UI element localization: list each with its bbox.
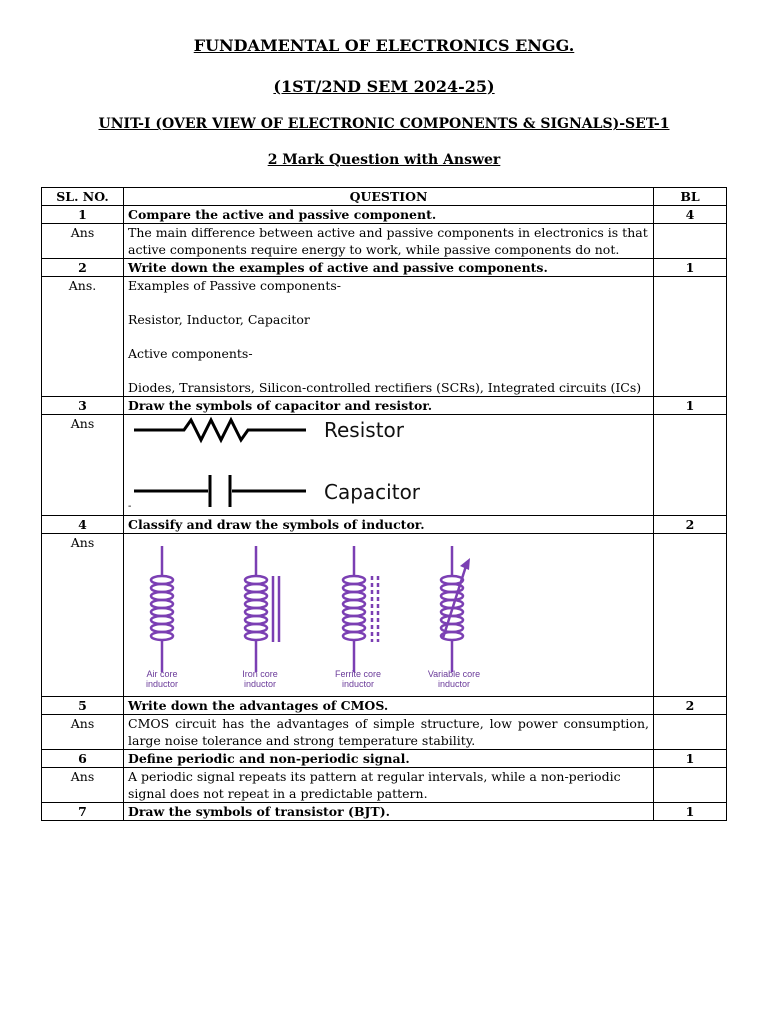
table-header-row <box>42 188 727 206</box>
answer-figure <box>124 415 654 516</box>
answer-label: Ans <box>42 415 124 516</box>
answer-row <box>42 768 727 803</box>
answer-text: A periodic signal repeats its pattern at regular intervals, while a non-periodic signal does not repeat in a predictable pattern. <box>124 768 654 803</box>
semester-heading: (1ST/2ND SEM 2024-25) <box>273 77 495 96</box>
answer-text: The main difference between active and passive components in electronics is that active components require energy to work, while passive components do not. <box>124 224 654 259</box>
dash-mark: - <box>128 501 132 511</box>
table-row <box>42 397 727 415</box>
capacitor-label: Capacitor <box>324 480 421 504</box>
ferrite-core-label-2: inductor <box>341 679 375 689</box>
bloom-level: 1 <box>654 259 727 277</box>
question-number: 5 <box>42 697 124 715</box>
bloom-level: 4 <box>654 206 727 224</box>
question-number: 4 <box>42 516 124 534</box>
answer-label: Ans. <box>42 277 124 397</box>
ferrite-core-inductor-symbol <box>343 546 378 672</box>
table-row <box>42 697 727 715</box>
question-number: 1 <box>42 206 124 224</box>
iron-core-label-2: inductor <box>243 679 277 689</box>
question-table <box>41 187 727 821</box>
header-sl-no: SL. NO. <box>42 188 124 206</box>
table-row <box>42 750 727 768</box>
answer-row <box>42 277 727 397</box>
answer-row <box>42 534 727 697</box>
question-number: 6 <box>42 750 124 768</box>
question-number: 7 <box>42 803 124 821</box>
question-text: Compare the active and passive component. <box>124 206 654 224</box>
question-text: Define periodic and non-periodic signal. <box>124 750 654 768</box>
section-subtitle: 2 Mark Question with Answer <box>267 152 501 168</box>
question-text: Write down the advantages of CMOS. <box>124 697 654 715</box>
question-text: Write down the examples of active and passive components. <box>124 259 654 277</box>
variable-core-label-1: Variable core <box>427 669 481 679</box>
answer-row <box>42 715 727 750</box>
unit-heading: UNIT-I (OVER VIEW OF ELECTRONIC COMPONENTS & SIGNALS)-SET-1 <box>98 116 670 132</box>
question-text: Draw the symbols of capacitor and resistor. <box>124 397 654 415</box>
bloom-level: 2 <box>654 697 727 715</box>
header-question: QUESTION <box>124 188 654 206</box>
table-row <box>42 206 727 224</box>
answer-line: Examples of Passive components- <box>128 278 342 293</box>
inductor-figure <box>124 534 664 692</box>
air-core-inductor-symbol <box>151 546 173 672</box>
answer-label: Ans <box>42 224 124 259</box>
table-row <box>42 259 727 277</box>
resistor-label: Resistor <box>324 418 404 442</box>
question-number: 3 <box>42 397 124 415</box>
table-row <box>42 516 727 534</box>
iron-core-inductor-symbol <box>245 546 279 672</box>
ferrite-core-label-1: Ferrite core <box>334 669 382 679</box>
air-core-label-2: inductor <box>145 679 179 689</box>
answer-text <box>124 277 654 397</box>
bloom-level: 1 <box>654 803 727 821</box>
variable-core-label-2: inductor <box>437 679 471 689</box>
question-text: Classify and draw the symbols of inductor. <box>124 516 654 534</box>
question-number: 2 <box>42 259 124 277</box>
answer-figure <box>124 534 654 697</box>
answer-text: CMOS circuit has the advantages of simple structure, low power consumption, large noise tolerance and strong temperature stability. <box>124 715 654 750</box>
answer-label: Ans <box>42 534 124 697</box>
answer-line: Diodes, Transistors, Silicon-controlled rectifiers (SCRs), Integrated circuits (ICs) <box>128 380 642 395</box>
capacitor-symbol <box>134 475 306 507</box>
answer-row <box>42 415 727 516</box>
header-bl: BL <box>654 188 727 206</box>
bloom-level: 1 <box>654 397 727 415</box>
answer-line: Resistor, Inductor, Capacitor <box>128 312 310 327</box>
bloom-level: 1 <box>654 750 727 768</box>
question-text: Draw the symbols of transistor (BJT). <box>124 803 654 821</box>
answer-line: Active components- <box>128 346 253 361</box>
resistor-symbol <box>134 420 306 440</box>
answer-label: Ans <box>42 715 124 750</box>
answer-label: Ans <box>42 768 124 803</box>
bloom-level: 2 <box>654 516 727 534</box>
answer-row <box>42 224 727 259</box>
variable-core-inductor-symbol <box>441 546 470 672</box>
air-core-label-1: Air core <box>146 669 178 679</box>
iron-core-label-1: Iron core <box>242 669 278 679</box>
resistor-capacitor-figure <box>124 415 664 511</box>
table-row <box>42 803 727 821</box>
document-title: FUNDAMENTAL OF ELECTRONICS ENGG. <box>193 36 575 55</box>
